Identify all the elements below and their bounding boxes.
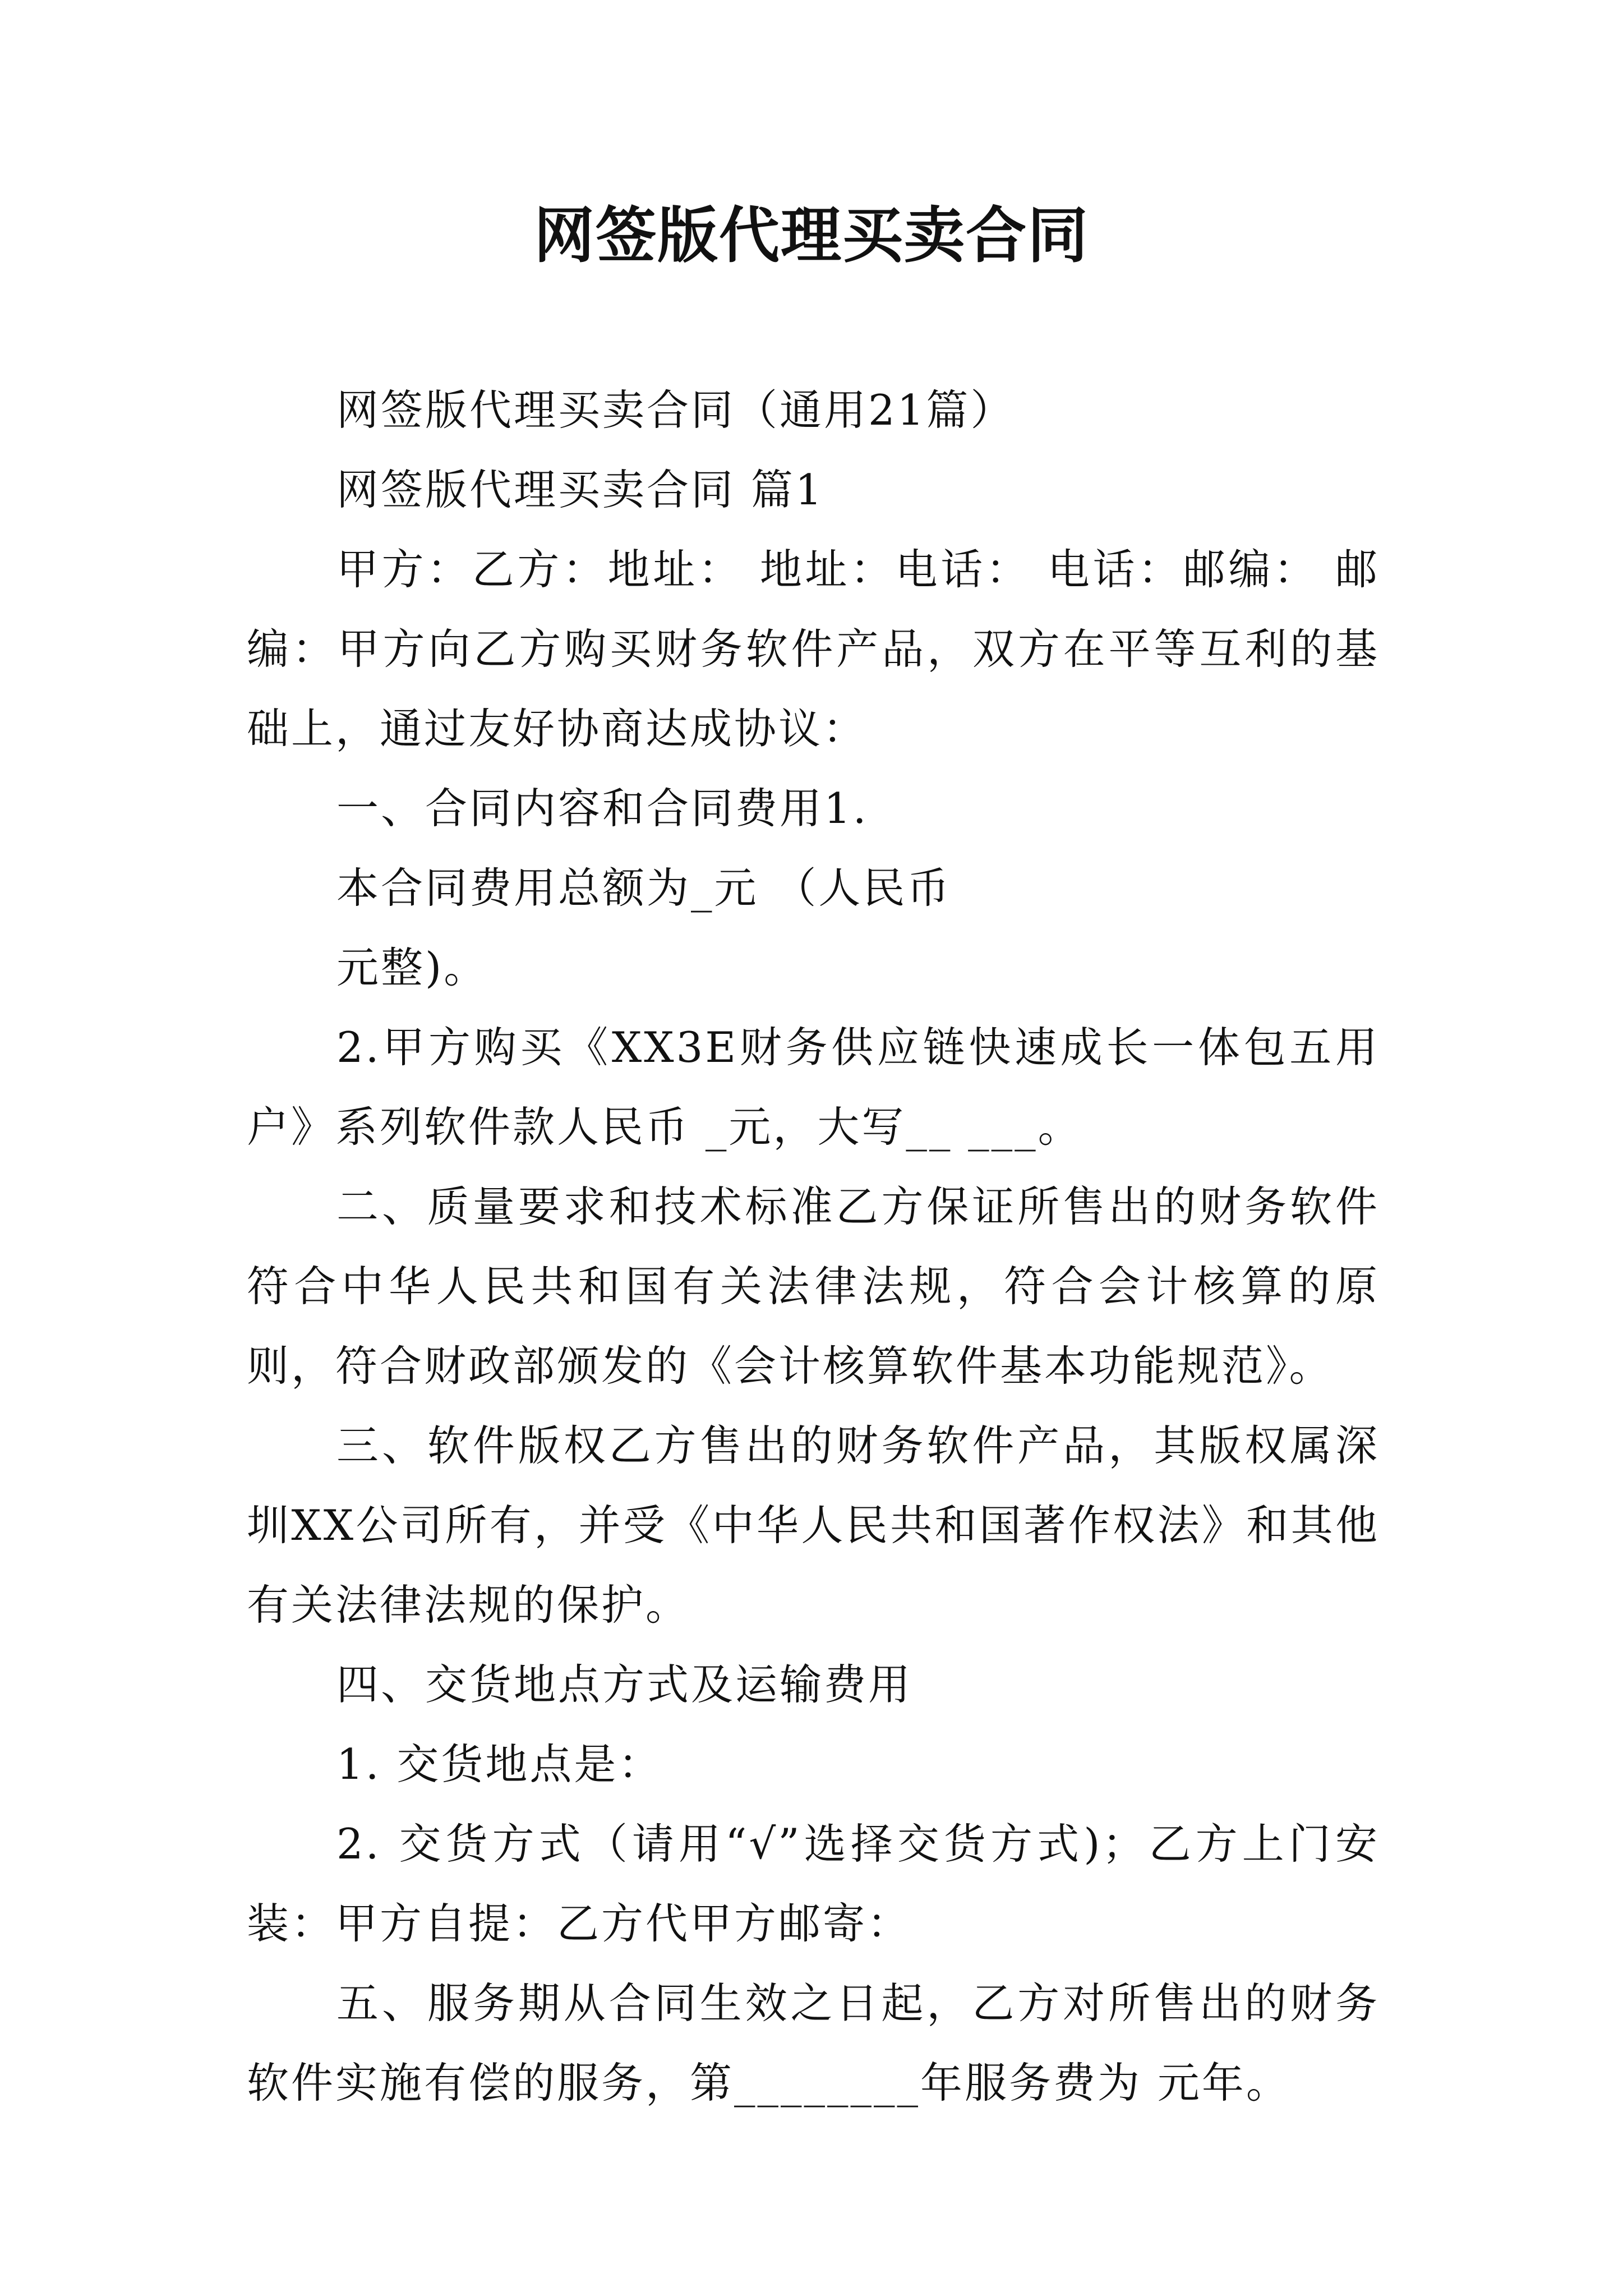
paragraph-section-5-service: 五、服务期从合同生效之日起，乙方对所售出的财务软件实施有偿的服务，第________年服务费为 元年。 <box>247 1978 1380 2108</box>
paragraph-purchase-item: 2.甲方购买《XX3E财务供应链快速成长一体包五用户》系列软件款人民币 _元，大写__ ___。 <box>247 1023 1380 1152</box>
paragraph-section-1: 一、合同内容和合同费用1. <box>336 784 869 833</box>
paragraph-total-fee: 本合同费用总额为_元 （人民币 <box>336 863 952 913</box>
paragraph-collection-title: 网签版代理买卖合同（通用21篇） <box>336 385 1015 435</box>
paragraph-delivery-method: 2. 交货方式（请用“√”选择交货方式)；乙方上门安装：甲方自提：乙方代甲方邮寄： <box>247 1819 1380 1948</box>
paragraph-article-heading: 网签版代理买卖合同 篇1 <box>336 465 824 514</box>
paragraph-section-4-delivery: 四、交货地点方式及运输费用 <box>336 1660 913 1709</box>
paragraph-delivery-location: 1. 交货地点是： <box>336 1740 663 1789</box>
paragraph-section-3-copyright: 三、软件版权乙方售出的财务软件产品，其版权属深圳XX公司所有，并受《中华人民共和国著作权法》和其他有关法律法规的保护。 <box>247 1421 1380 1630</box>
document-title: 网签版代理买卖合同 <box>533 200 1089 271</box>
document-body <box>247 370 1380 2123</box>
paragraph-parties: 甲方：乙方：地址： 地址：电话： 电话：邮编： 邮编：甲方向乙方购买财务软件产品，双方在平等互利的基础上，通过友好协商达成协议： <box>247 545 1380 753</box>
paragraph-total-fee-end: 元整)。 <box>336 943 488 992</box>
paragraph-section-2-quality: 二、质量要求和技术标准乙方保证所售出的财务软件符合中华人民共和国有关法律法规，符合会计核算的原则，符合财政部颁发的《会计核算软件基本功能规范》。 <box>247 1182 1380 1391</box>
